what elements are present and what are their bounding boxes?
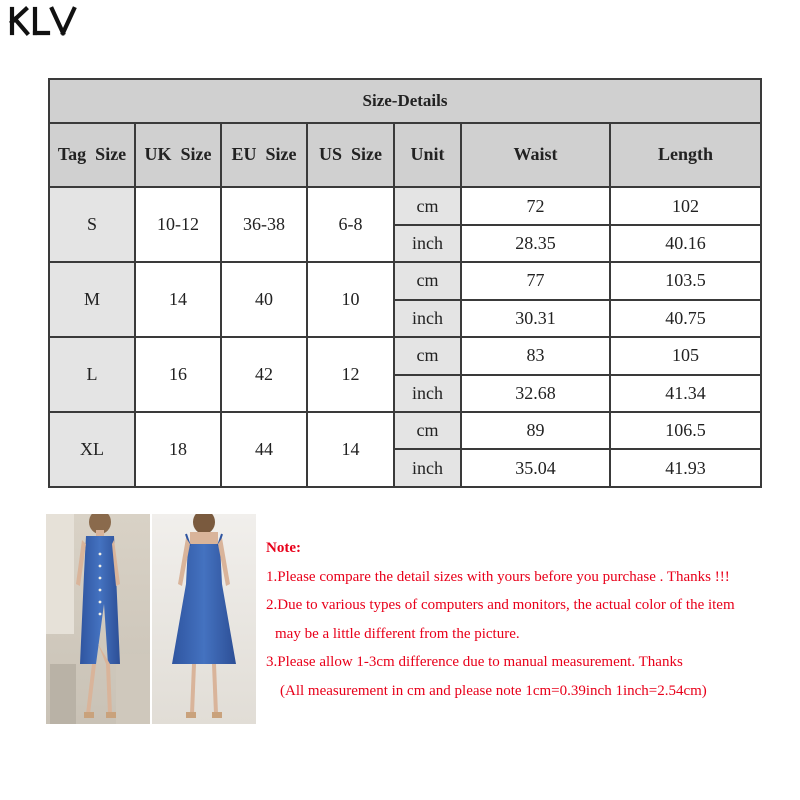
header-tag-size: Tag Size	[49, 123, 135, 188]
eu-size-cell: 42	[221, 337, 307, 412]
waist-cell: 35.04	[461, 449, 610, 487]
eu-size-cell: 36-38	[221, 187, 307, 262]
table-row	[49, 412, 761, 449]
us-size-cell: 6-8	[307, 187, 394, 262]
length-cell: 106.5	[610, 412, 761, 449]
eu-size-cell: 44	[221, 412, 307, 487]
note-line-1: 1.Please compare the detail sizes with yours before you purchase . Thanks !!!	[266, 568, 730, 585]
header-uk-size: UK Size	[135, 123, 221, 188]
length-cell: 102	[610, 187, 761, 224]
length-cell: 41.34	[610, 375, 761, 412]
unit-cell: inch	[394, 225, 461, 262]
waist-cell: 28.35	[461, 225, 610, 262]
unit-cell: inch	[394, 300, 461, 337]
header-length: Length	[610, 123, 761, 188]
brand-logo	[8, 6, 80, 36]
uk-size-cell: 16	[135, 337, 221, 412]
length-cell: 105	[610, 337, 761, 374]
unit-cell: cm	[394, 187, 461, 224]
waist-cell: 72	[461, 187, 610, 224]
note-line-3: 3.Please allow 1-3cm difference due to manual measurement. Thanks	[266, 654, 683, 671]
note-section	[266, 534, 796, 706]
length-cell: 41.93	[610, 449, 761, 487]
waist-cell: 83	[461, 337, 610, 374]
table-row	[49, 337, 761, 374]
length-cell: 103.5	[610, 262, 761, 299]
note-line-2: 2.Due to various types of computers and monitors, the actual color of the item	[266, 597, 735, 614]
table-title: Size-Details	[49, 79, 761, 123]
waist-cell: 89	[461, 412, 610, 449]
length-cell: 40.16	[610, 225, 761, 262]
us-size-cell: 14	[307, 412, 394, 487]
note-title: Note:	[266, 540, 301, 556]
eu-size-cell: 40	[221, 262, 307, 337]
tag-size-cell: M	[49, 262, 135, 337]
uk-size-cell: 18	[135, 412, 221, 487]
us-size-cell: 12	[307, 337, 394, 412]
length-cell: 40.75	[610, 300, 761, 337]
unit-cell: cm	[394, 412, 461, 449]
table-row	[49, 187, 761, 224]
header-waist: Waist	[461, 123, 610, 188]
unit-cell: inch	[394, 375, 461, 412]
us-size-cell: 10	[307, 262, 394, 337]
tag-size-cell: L	[49, 337, 135, 412]
tag-size-cell: S	[49, 187, 135, 262]
waist-cell: 32.68	[461, 375, 610, 412]
size-details-table	[48, 78, 762, 488]
header-eu-size: EU Size	[221, 123, 307, 188]
waist-cell: 77	[461, 262, 610, 299]
note-line-4: (All measurement in cm and please note 1cm=0.39inch 1inch=2.54cm)	[280, 682, 707, 699]
header-us-size: US Size	[307, 123, 394, 188]
uk-size-cell: 14	[135, 262, 221, 337]
unit-cell: cm	[394, 337, 461, 374]
unit-cell: cm	[394, 262, 461, 299]
note-line-2-continued: may be a little different from the picture.	[275, 625, 520, 642]
table-row	[49, 262, 761, 299]
waist-cell: 30.31	[461, 300, 610, 337]
product-photo	[46, 514, 256, 724]
header-unit: Unit	[394, 123, 461, 188]
unit-cell: inch	[394, 449, 461, 487]
uk-size-cell: 10-12	[135, 187, 221, 262]
tag-size-cell: XL	[49, 412, 135, 487]
